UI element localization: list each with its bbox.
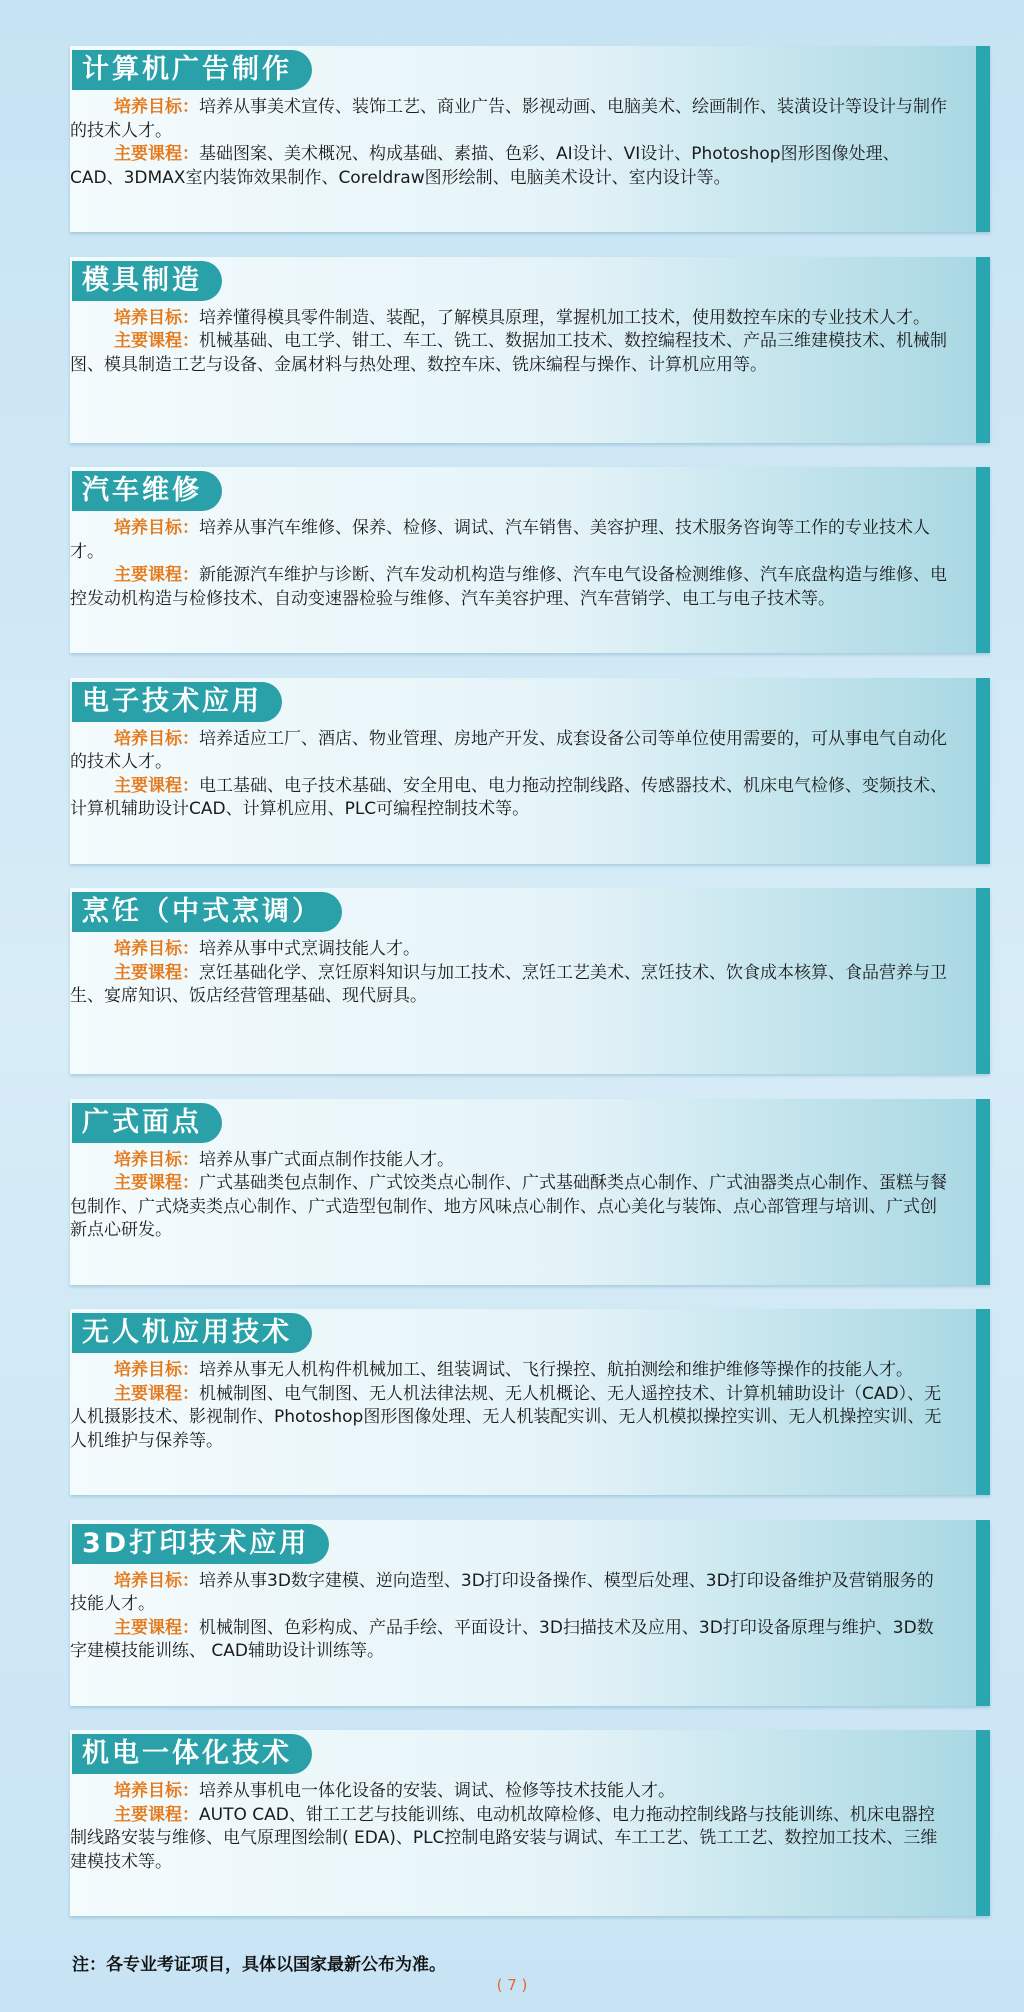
program-title: 广式面点 bbox=[72, 1103, 222, 1143]
training-goal bbox=[70, 1570, 948, 1617]
course-label: 主要课程： bbox=[114, 331, 199, 351]
goal-text: 培养懂得模具零件制造、装配，了解模具原理，掌握机加工技术，使用数控车床的专业技术人才。 bbox=[199, 307, 930, 328]
goal-text: 培养适应工厂、酒店、物业管理、房地产开发、成套设备公司等单位使用需要的，可从事电气自动化的技术人才。 bbox=[70, 728, 947, 772]
main-courses bbox=[70, 1172, 948, 1243]
program-card-mold-manufacturing bbox=[70, 257, 990, 443]
course-text: 基础图案、美术概况、构成基础、素描、色彩、AI设计、VI设计、Photoshop图形图像处理、CAD、3DMAX室内装饰效果制作、Coreldraw图形绘制、电脑美术设计、室内设计等。 bbox=[70, 144, 900, 188]
course-label: 主要课程： bbox=[114, 144, 199, 164]
course-label: 主要课程： bbox=[114, 962, 199, 983]
course-label: 主要课程： bbox=[114, 1383, 199, 1404]
goal-label: 培养目标： bbox=[114, 518, 199, 538]
goal-text: 培养从事3D数字建模、逆向造型、3D打印设备操作、模型后处理、3D打印设备维护及营销服务的技能人才。 bbox=[70, 1570, 934, 1614]
program-body bbox=[70, 1570, 948, 1664]
goal-text: 培养从事美术宣传、装饰工艺、商业广告、影视动画、电脑美术、绘画制作、装潢设计等设计与制作的技术人才。 bbox=[70, 97, 947, 141]
main-courses bbox=[70, 1383, 948, 1454]
certification-note: 注：各专业考证项目，具体以国家最新公布为准。 bbox=[72, 1955, 446, 1975]
program-body bbox=[70, 1780, 948, 1874]
training-goal bbox=[70, 1359, 948, 1383]
main-courses bbox=[70, 564, 948, 611]
course-text: 广式基础类包点制作、广式饺类点心制作、广式基础酥类点心制作、广式油器类点心制作、蛋糕与餐包制作、广式烧卖类点心制作、广式造型包制作、地方风味点心制作、点心美化与装饰、点心部管理与培训、广式创新点心研发。 bbox=[70, 1173, 947, 1240]
goal-text: 培养从事无人机构件机械加工、组装调试、飞行操控、航拍测绘和维护维修等操作的技能人才。 bbox=[199, 1360, 913, 1380]
course-text: 新能源汽车维护与诊断、汽车发动机构造与维修、汽车电气设备检测维修、汽车底盘构造与维修、电控发动机构造与检修技术、自动变速器检验与维修、汽车美容护理、汽车营销学、电工与电子技术等。 bbox=[70, 565, 947, 609]
program-body bbox=[70, 728, 948, 822]
goal-text: 培养从事广式面点制作技能人才。 bbox=[199, 1149, 454, 1170]
program-card-auto-repair bbox=[70, 467, 990, 653]
course-label: 主要课程： bbox=[114, 1804, 199, 1825]
goal-text: 培养从事机电一体化设备的安装、调试、检修等技术技能人才。 bbox=[199, 1781, 675, 1801]
main-courses bbox=[70, 962, 948, 1009]
main-courses bbox=[70, 775, 948, 822]
course-text: 电工基础、电子技术基础、安全用电、电力拖动控制线路、传感器技术、机床电气检修、变频技术、计算机辅助设计CAD、计算机应用、PLC可编程控制技术等。 bbox=[70, 775, 947, 819]
goal-label: 培养目标： bbox=[114, 728, 199, 749]
program-title: 电子技术应用 bbox=[72, 682, 282, 722]
training-goal bbox=[70, 938, 948, 962]
main-courses bbox=[70, 1617, 948, 1664]
program-body bbox=[70, 1359, 948, 1453]
program-card-drone bbox=[70, 1309, 990, 1495]
program-card-cantonese-pastry bbox=[70, 1099, 990, 1285]
course-label: 主要课程： bbox=[114, 565, 199, 585]
course-label: 主要课程： bbox=[114, 1173, 199, 1193]
training-goal bbox=[70, 1780, 948, 1804]
goal-label: 培养目标： bbox=[114, 97, 199, 117]
goal-label: 培养目标： bbox=[114, 939, 199, 959]
course-label: 主要课程： bbox=[114, 1617, 199, 1638]
program-title: 汽车维修 bbox=[72, 471, 222, 511]
course-text: 机械基础、电工学、钳工、车工、铣工、数据加工技术、数控编程技术、产品三维建模技术、机械制图、模具制造工艺与设备、金属材料与热处理、数控车床、铣床编程与操作、计算机应用等。 bbox=[70, 331, 947, 375]
training-goal bbox=[70, 517, 948, 564]
program-title: 计算机广告制作 bbox=[72, 50, 312, 90]
program-title: 烹饪（中式烹调） bbox=[72, 892, 342, 932]
program-body bbox=[70, 938, 948, 1009]
training-goal bbox=[70, 1149, 948, 1173]
goal-label: 培养目标： bbox=[114, 1570, 199, 1591]
program-title: 无人机应用技术 bbox=[72, 1313, 312, 1353]
course-label: 主要课程： bbox=[114, 775, 199, 796]
goal-text: 培养从事汽车维修、保养、检修、调试、汽车销售、美容护理、技术服务咨询等工作的专业技术人才。 bbox=[70, 518, 930, 562]
course-text: 机械制图、色彩构成、产品手绘、平面设计、3D扫描技术及应用、3D打印设备原理与维护、3D数字建模技能训练、 CAD辅助设计训练等。 bbox=[70, 1617, 934, 1661]
main-courses bbox=[70, 143, 948, 190]
program-card-mechatronics bbox=[70, 1730, 990, 1916]
program-card-cooking bbox=[70, 888, 990, 1074]
main-courses bbox=[70, 330, 948, 377]
program-list bbox=[70, 46, 990, 1941]
training-goal bbox=[70, 307, 948, 331]
program-title: 模具制造 bbox=[72, 261, 222, 301]
program-body bbox=[70, 307, 948, 378]
training-goal bbox=[70, 96, 948, 143]
goal-label: 培养目标： bbox=[114, 307, 199, 328]
goal-label: 培养目标： bbox=[114, 1149, 199, 1170]
course-text: AUTO CAD、钳工工艺与技能训练、电动机故障检修、电力拖动控制线路与技能训练、机床电器控制线路安装与维修、电气原理图绘制( EDA)、PLC控制电路安装与调试、车工工艺、铣工工艺、数控加工技术、三维建模技术等。 bbox=[70, 1804, 938, 1872]
page-number: ( 7 ) bbox=[496, 1976, 528, 1994]
training-goal bbox=[70, 728, 948, 775]
goal-label: 培养目标： bbox=[114, 1360, 199, 1380]
main-courses bbox=[70, 1804, 948, 1875]
program-card-computer-advertising bbox=[70, 46, 990, 232]
course-text: 烹饪基础化学、烹饪原料知识与加工技术、烹饪工艺美术、烹饪技术、饮食成本核算、食品营养与卫生、宴席知识、饭店经营管理基础、现代厨具。 bbox=[70, 962, 947, 1006]
program-card-3d-printing bbox=[70, 1520, 990, 1706]
goal-label: 培养目标： bbox=[114, 1781, 199, 1801]
course-text: 机械制图、电气制图、无人机法律法规、无人机概论、无人遥控技术、计算机辅助设计（CAD）、无人机摄影技术、影视制作、Photoshop图形图像处理、无人机装配实训、无人机模拟操控实训、无人机操控实训、无人机维护与保养等。 bbox=[70, 1383, 942, 1451]
program-body bbox=[70, 1149, 948, 1243]
goal-text: 培养从事中式烹调技能人才。 bbox=[199, 939, 420, 959]
program-card-electronics bbox=[70, 678, 990, 864]
program-body bbox=[70, 517, 948, 611]
program-body bbox=[70, 96, 948, 190]
program-title: 3D打印技术应用 bbox=[72, 1524, 329, 1564]
program-title: 机电一体化技术 bbox=[72, 1734, 312, 1774]
